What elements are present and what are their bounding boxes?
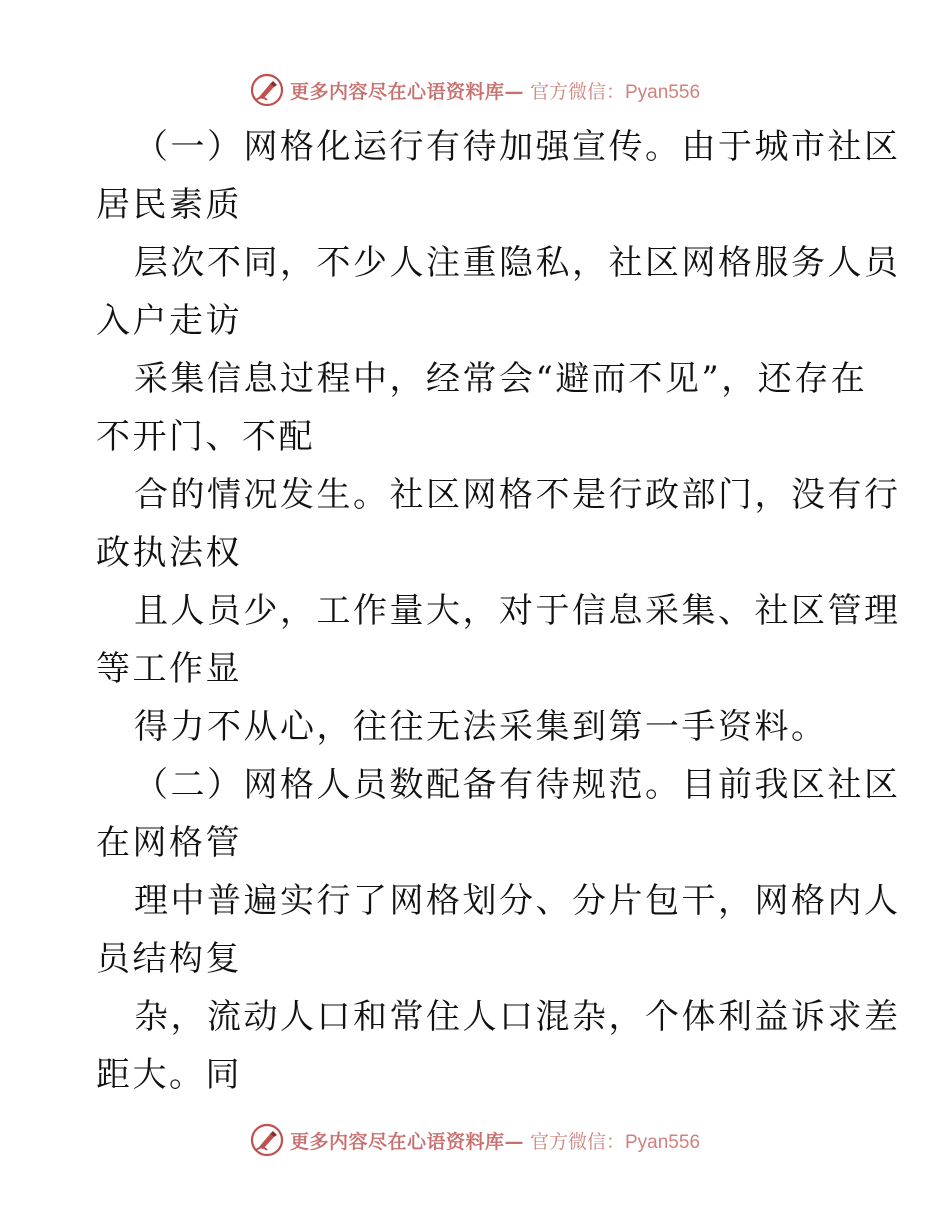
text-line: （一）网格化运行有待加强宣传。由于城市社区 (134, 127, 901, 167)
text-line: 得力不从心，往往无法采集到第一手资料。 (134, 707, 828, 747)
text-line: （二）网格人员数配备有待规范。目前我区社区 (134, 765, 901, 805)
header-watermark (0, 70, 950, 110)
text-line: 员结构复 (96, 939, 242, 979)
text-line: 距大。同 (96, 1055, 242, 1095)
text-line: 杂，流动人口和常住人口混杂，个体利益诉求差 (134, 997, 901, 1037)
watermark-wechat: 官方微信：Pyan556 (530, 81, 701, 103)
pen-logo-icon (250, 1123, 284, 1157)
text-line: 理中普遍实行了网格划分、分片包干，网格内人 (134, 881, 901, 921)
text-line: 不开门、不配 (96, 417, 315, 457)
text-line: 且人员少，工作量大，对于信息采集、社区管理 (134, 591, 901, 631)
text-line: 合的情况发生。社区网格不是行政部门，没有行 (134, 475, 901, 515)
watermark-wechat: 官方微信：Pyan556 (530, 1131, 701, 1153)
pen-logo-icon (250, 73, 284, 107)
text-line: 入户走访 (96, 301, 242, 341)
text-line: 层次不同，不少人注重隐私，社区网格服务人员 (134, 243, 901, 283)
text-line: 政执法权 (96, 533, 242, 573)
footer-watermark (0, 1120, 950, 1160)
text-line: 采集信息过程中，经常会“避而不见”，还存在 (134, 359, 868, 399)
watermark-text: 更多内容尽在心语资料库— (289, 1130, 524, 1153)
watermark-text: 更多内容尽在心语资料库— (289, 80, 524, 103)
text-line: 居民素质 (96, 185, 242, 225)
text-line: 等工作显 (96, 649, 242, 689)
document-body (96, 118, 901, 1104)
text-line: 在网格管 (96, 823, 242, 863)
